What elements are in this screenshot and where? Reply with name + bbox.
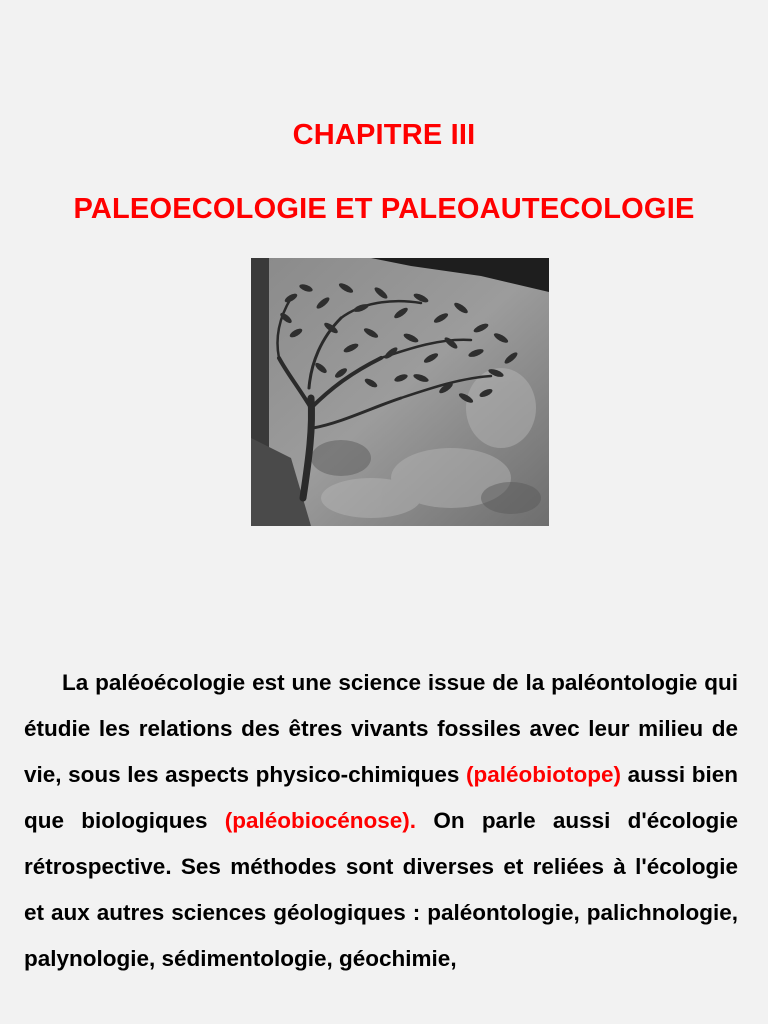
paragraph-text-3: On parle aussi d'écologie rétrospective. Ses méthodes sont diverses et reliées à l'écologie et aux autres sciences géologiques : paléontologie, palichnologie, palynologie, sédimentologie, géochimie,: [24, 808, 739, 971]
chapter-title: PALEOECOLOGIE ET PALEOAUTECOLOGIE: [73, 193, 695, 225]
chapter-heading: CHAPITRE III: [292, 119, 476, 151]
paragraph-text-2: aussi bien que biologiques: [24, 762, 738, 833]
paragraph-text-1: La paléoécologie est une science issue de la paléontologie qui étudie les relations des êtres vivants fossiles avec leur milieu de vie, sous les aspects physico-chimiques: [24, 670, 738, 787]
fossil-photo: [251, 258, 549, 526]
term-paleobiocenose: (paléobiocénose).: [224, 808, 417, 833]
body-paragraph: [24, 660, 738, 982]
term-paleobiotope: (paléobiotope): [466, 762, 621, 787]
